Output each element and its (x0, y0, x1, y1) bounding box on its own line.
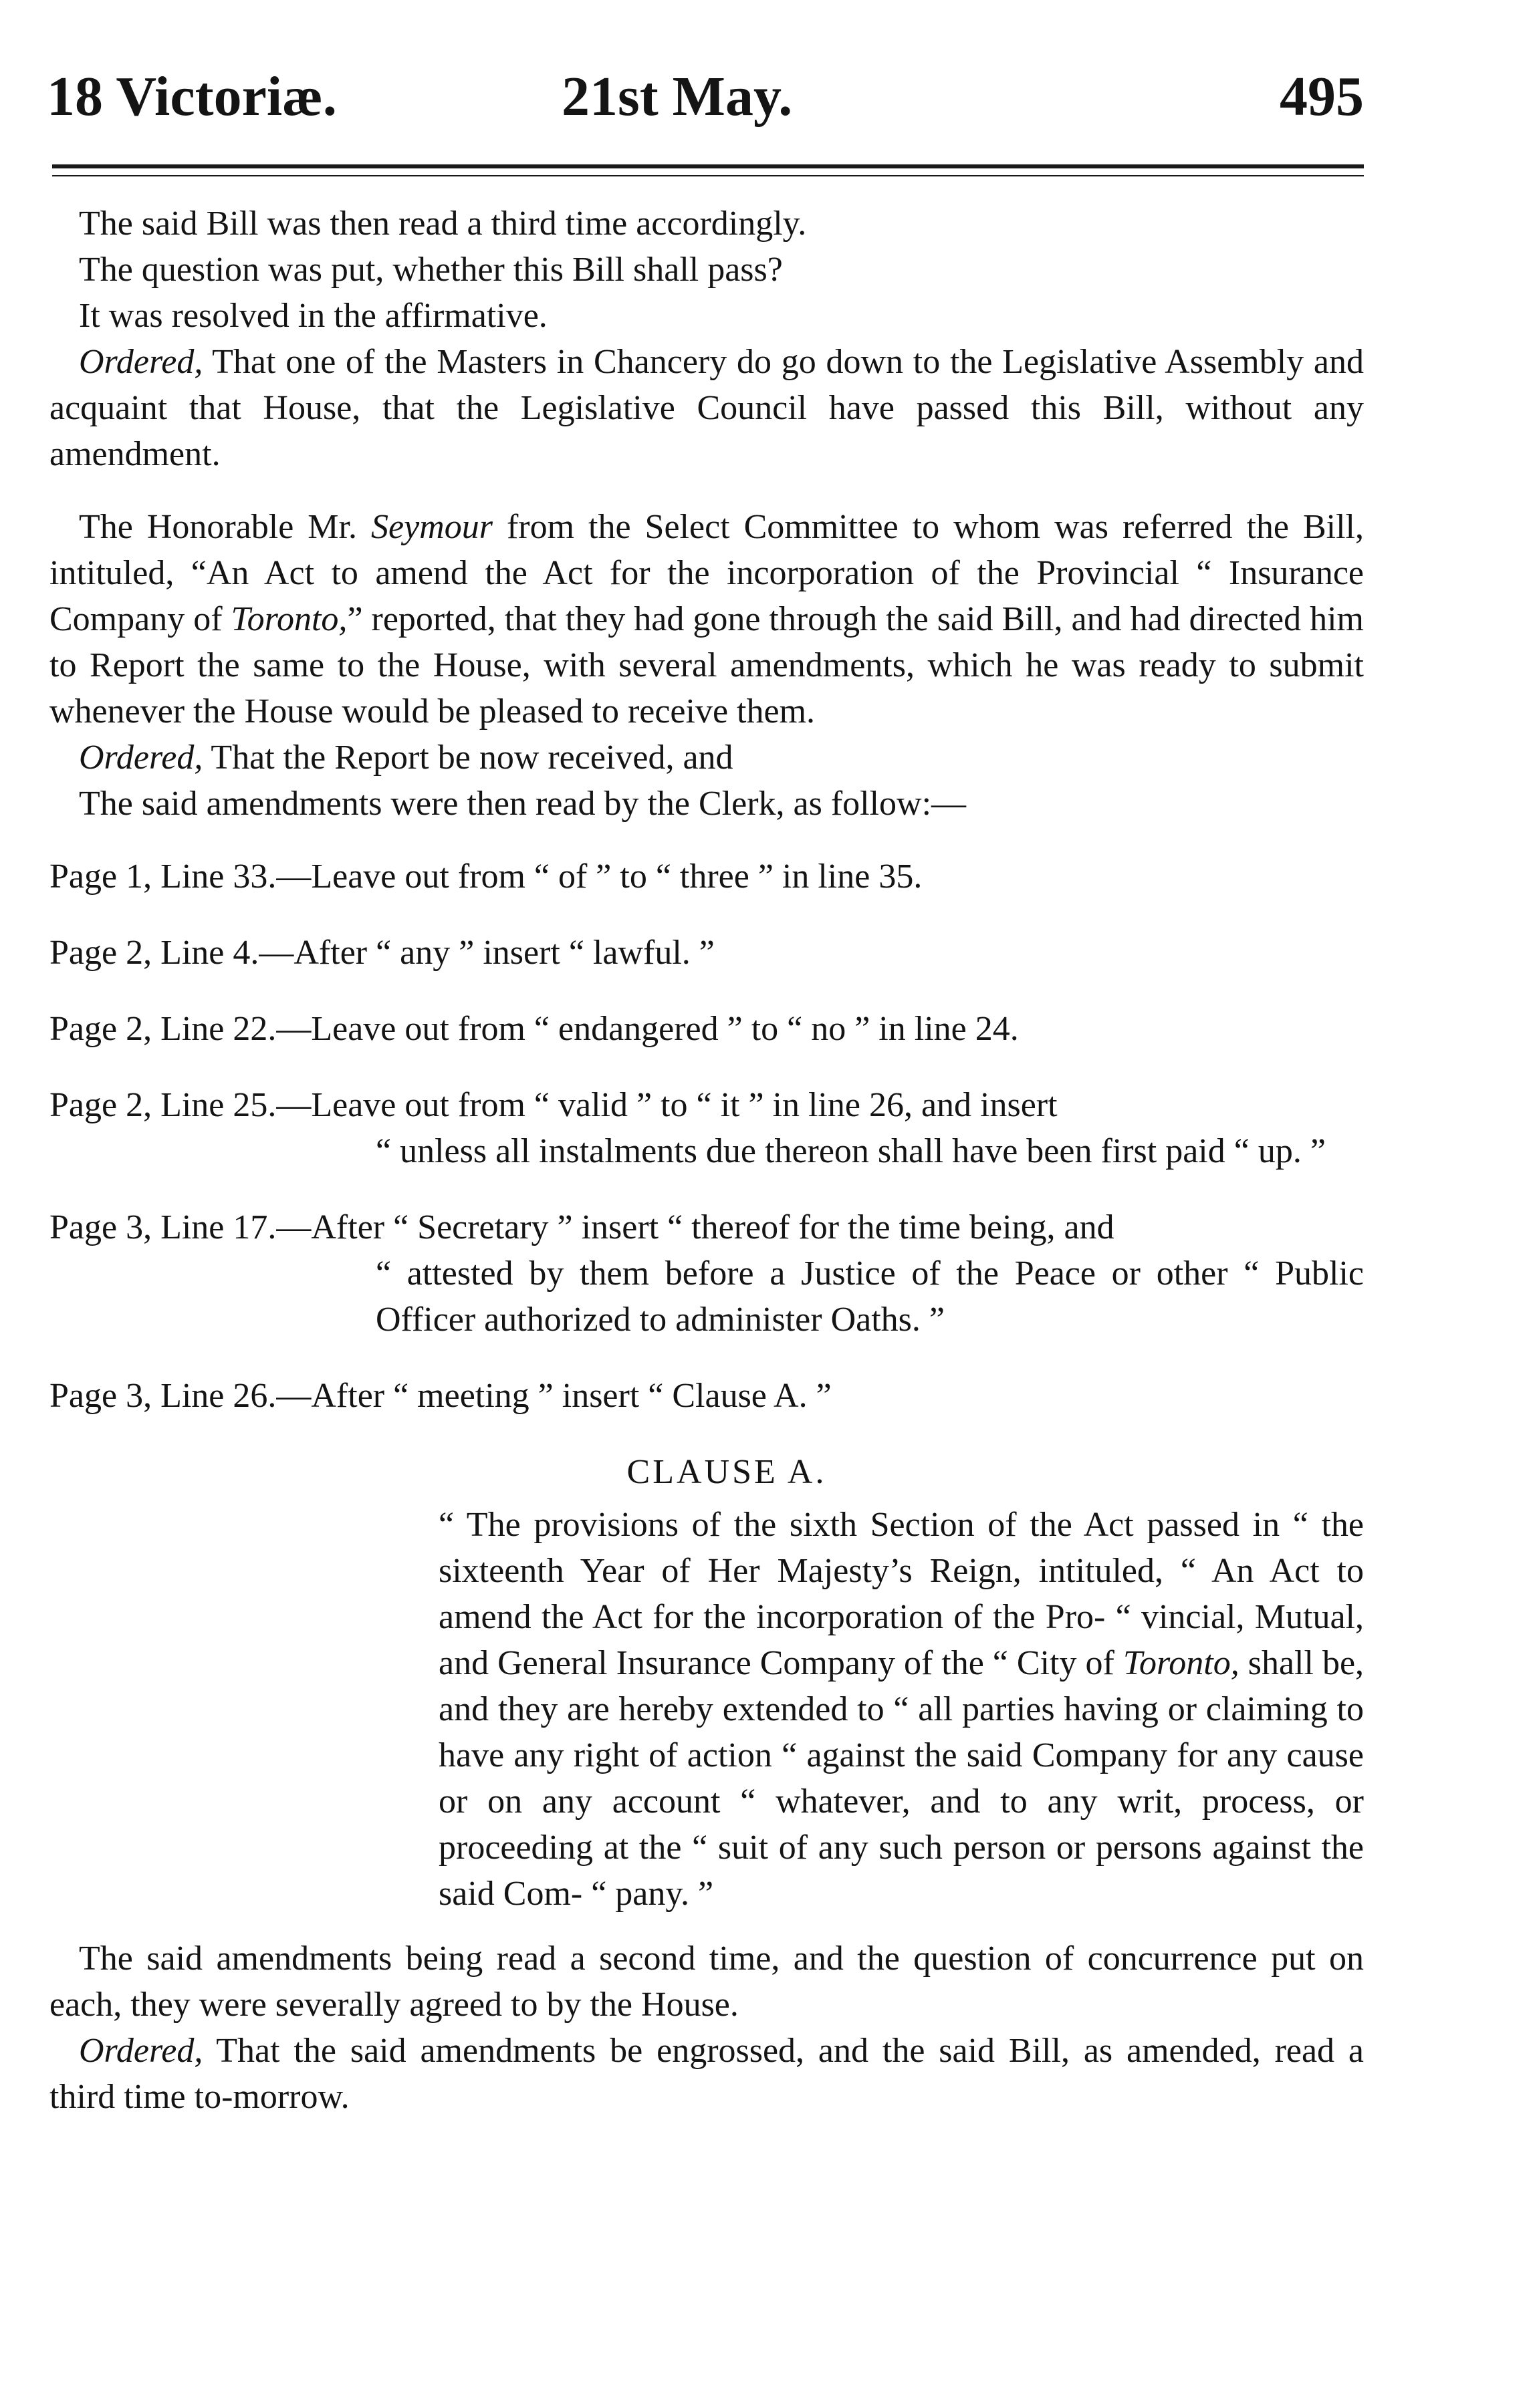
amendments-intro: The said amendments were then read by the Clerk, as follow:— (79, 785, 967, 823)
intro-line-1: The said Bill was then read a third time accordingly. (79, 205, 807, 243)
report-mid-2: ” reported, that they had gone through the said Bill, and had directed him to Report the same to the House, with several amendments, which he was ready to submit whenever the House would be pleased to receive them. (49, 600, 1365, 730)
amendment-continuation: “ attested by them before a Justice of the Peace or other “ Public Officer authorized to administer Oaths. ” (376, 1254, 1364, 1339)
amendment-continuation: “ unless all instalments due thereon shall have been first paid “ up. ” (376, 1132, 1326, 1170)
clause-city: Toronto, (1122, 1644, 1239, 1682)
document-body (49, 200, 1364, 2120)
ordered-text: That the said amendments be engrossed, and the said Bill, as amended, read a third time to-morrow. (49, 2032, 1364, 2116)
report-mid-1: from the Select Committee to whom was referred the Bill, intituled, “An Act to amend the Act for the incorporation of the Provincial “ Insurance Company of (49, 508, 1365, 638)
intro-line-2: The question was put, whether this Bill shall pass? (79, 251, 783, 289)
amendment-text: Page 2, Line 25.—Leave out from “ valid ” to “ it ” in line 26, and insert (49, 1086, 1058, 1124)
amendment-text: Page 3, Line 26.—After “ meeting ” insert “ Clause A. ” (49, 1377, 832, 1415)
closing-paragraph: The said amendments being read a second time, and the question of concurrence put on each, they were severally agreed to by the House. (49, 1939, 1364, 2024)
report-paragraph (49, 504, 1364, 734)
clause-part-1: “ The provisions of the sixth Section of the Act passed in “ the sixteenth Year of Her Majesty’s Reign, intituled, “ An Act to amend the Act for the incorporation of the Pro- “ vincial, Mutual, and General Insurance Company of the “ City of (439, 1506, 1364, 1682)
intro-ordered (49, 339, 1364, 477)
report-ordered (49, 734, 1364, 781)
ordered-label: Ordered, (79, 2032, 203, 2070)
amendment-item (49, 853, 1364, 900)
member-name: Seymour (371, 508, 493, 546)
intro-line-3: It was resolved in the affirmative. (79, 297, 548, 335)
ordered-text: That the Report be now received, and (211, 739, 733, 777)
amendment-item (49, 1082, 1364, 1174)
amendment-item (49, 1204, 1364, 1343)
amendment-list (49, 853, 1364, 1419)
ordered-text: That one of the Masters in Chancery do go down to the Legislative Assembly and acquaint that House, that the Legislative Council have passed this Bill, without any amendment. (49, 343, 1365, 473)
report-start: The Honorable Mr. (79, 508, 357, 546)
city-name: Toronto, (231, 600, 348, 638)
ordered-label: Ordered, (79, 739, 203, 777)
ordered-label: Ordered, (79, 343, 203, 381)
amendment-item (49, 1006, 1364, 1052)
header-rule-thick (52, 164, 1364, 168)
clause-heading: CLAUSE A. (626, 1453, 827, 1491)
amendment-text: Page 3, Line 17.—After “ Secretary ” insert “ thereof for the time being, and (49, 1208, 1114, 1246)
page-header (47, 57, 1364, 137)
page-number: 495 (1280, 65, 1364, 128)
amendment-item (49, 930, 1364, 976)
amendment-text: Page 2, Line 22.—Leave out from “ endangered ” to “ no ” in line 24. (49, 1010, 1019, 1048)
header-rule-thin (52, 175, 1364, 176)
amendment-text: Page 1, Line 33.—Leave out from “ of ” to “ three ” in line 35. (49, 857, 923, 896)
amendment-text: Page 2, Line 4.—After “ any ” insert “ lawful. ” (49, 934, 715, 972)
closing-ordered (49, 2028, 1364, 2120)
clause-part-2: shall be, and they are hereby extended to “ all parties having or claiming to have any right of action “ against the said Company for any cause or on any account “ whatever, and to any writ, process, or proceeding at the “ suit of any such person or persons against the said Com- “ pany. ” (439, 1644, 1365, 1913)
amendment-item (49, 1373, 1364, 1419)
header-session: 18 Victoriæ. (47, 65, 337, 128)
clause-text (49, 1502, 1364, 1917)
header-date: 21st May. (562, 65, 793, 128)
